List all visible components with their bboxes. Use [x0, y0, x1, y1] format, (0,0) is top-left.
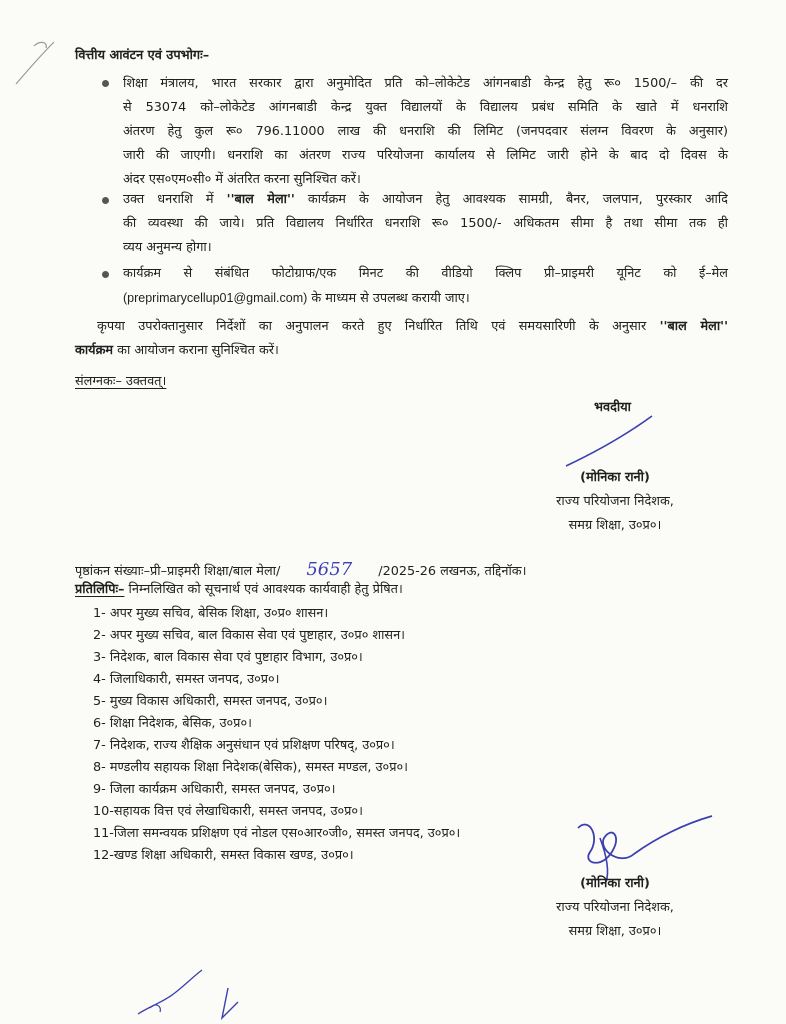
endorsement-prefix: पृष्ठांकन संख्याः–प्री–प्राइमरी शिक्षा/बाल मेला/: [75, 564, 281, 579]
bullet-marker: [102, 80, 109, 87]
instruction-paragraph: [75, 315, 728, 363]
copy-list-item: 6- शिक्षा निदेशक, बेसिक, उ०प्र०।: [93, 716, 252, 731]
signature-block-1: [520, 466, 710, 538]
para-line2: [75, 339, 728, 363]
bal-mela-bold: ''बाल मेला'': [226, 192, 295, 207]
signature-stroke-1: [560, 410, 660, 470]
text-run: का आयोजन कराना सुनिश्चित करें।: [113, 343, 279, 358]
bullet-2-line2: की व्यवस्था की जाये। प्रति विद्यालय निर्धारित धनराशि रू० 1500/- अधिकतम सीमा है तथा सीमा तक ही: [123, 216, 728, 231]
text-run: कार्यक्रम के आयोजन हेतु आवश्यक सामग्री, बैनर, जलपान, पुरस्कार आदि: [294, 192, 728, 207]
copy-list-item: 8- मण्डलीय सहायक शिक्षा निदेशक(बेसिक), समस्त मण्डल, उ०प्र०।: [93, 760, 408, 775]
copy-list-item: 5- मुख्य विकास अधिकारी, समस्त जनपद, उ०प्र०।: [93, 694, 328, 709]
bullet-2: [123, 188, 728, 260]
copy-intro: निम्नलिखित को सूचनार्थ एवं आवश्यक कार्यवाही हेतु प्रेषित।: [124, 582, 403, 597]
signatory-name: (मोनिका रानी): [580, 876, 650, 891]
signatory-org: समग्र शिक्षा, उ०प्र०।: [568, 924, 662, 939]
bullet-3: [123, 262, 728, 311]
bullet-1-line: शिक्षा मंत्रालय, भारत सरकार द्वारा अनुमोदित प्रति को–लोकेटेड आंगनबाडी केन्द्र हेतु रू० 1500/– की दर: [123, 76, 728, 91]
bullet-1-line: से 53074 को–लोकेटेड आंगनबाडी केन्द्र युक्त विद्यालयों के विद्यालय प्रबंध समिति के खाते में धनराशि: [123, 100, 728, 115]
bullet-1-line: अंतरण हेतु कुल रू० 796.11000 लाख की धनराशि की लिमिट (जनपदवार संलग्न विवरण के अनुसार): [123, 124, 728, 139]
email-address: (preprimarycellup01@gmail.com): [123, 291, 308, 305]
copy-list-item: 12-खण्ड शिक्षा अधिकारी, समस्त विकास खण्ड, उ०प्र०।: [93, 848, 354, 863]
text-run: उक्त धनराशि में: [123, 192, 227, 207]
section-heading: वित्तीय आवंटन एवं उपभोगः–: [75, 48, 210, 63]
bullet-1: [123, 72, 728, 192]
endorsement-suffix: /2025-26 लखनऊ, तद्दिनॉक।: [378, 564, 527, 579]
corner-mark-icon: [10, 30, 70, 90]
bullet-3-line1: कार्यक्रम से संबंधित फोटोग्राफ/एक मिनट की वीडियो क्लिप प्री–प्राइमरी यूनिट को ई–मेल: [123, 266, 728, 281]
bullet-marker: [102, 197, 109, 204]
copy-list-item: 9- जिला कार्यक्रम अधिकारी, समस्त जनपद, उ०प्र०।: [93, 782, 336, 797]
signatory-name: (मोनिका रानी): [580, 470, 650, 485]
copy-list-item: 7- निदेशक, राज्य शैक्षिक अनुसंधान एवं प्रशिक्षण परिषद्, उ०प्र०।: [93, 738, 395, 753]
copy-list-item: 4- जिलाधिकारी, समस्त जनपद, उ०प्र०।: [93, 672, 280, 687]
bullet-2-line3: व्यय अनुमन्य होगा।: [123, 240, 212, 255]
text-run: के माध्यम से उपलब्ध करायी जाए।: [307, 291, 470, 306]
signatory-org: समग्र शिक्षा, उ०प्र०।: [568, 518, 662, 533]
copy-heading: प्रतिलिपिः–: [75, 582, 125, 597]
copy-list-item: 1- अपर मुख्य सचिव, बेसिक शिक्षा, उ०प्र० शासन।: [93, 606, 329, 621]
signatory-designation: राज्य परियोजना निदेशक,: [556, 900, 674, 915]
copy-list-item: 3- निदेशक, बाल विकास सेवा एवं पुष्टाहार विभाग, उ०प्र०।: [93, 650, 363, 665]
bal-mela-bold: ''बाल मेला'': [659, 319, 728, 334]
text-run: कृपया उपरोक्तानुसार निर्देशों का अनुपालन करते हुए निर्धारित तिथि एवं समयसारिणी के अनुसार: [97, 319, 660, 334]
handwritten-number: 5657: [306, 559, 353, 580]
copy-list-item: 11-जिला समन्वयक प्रशिक्षण एवं नोडल एस०आर०जी०, समस्त जनपद, उ०प्र०।: [93, 826, 461, 841]
bullet-1-line: अंदर एस०एम०सी० में अंतरित करना सुनिश्चित करें।: [123, 172, 361, 187]
bullet-1-line: जारी की जाएगी। धनराशि का अंतरण राज्य परियोजना कार्यालय से लिमिट जारी होने के बाद दो दिवस के: [123, 148, 728, 163]
para-line1: [75, 315, 728, 339]
copy-list-item: 10-सहायक वित्त एवं लेखाधिकारी, समस्त जनपद, उ०प्र०।: [93, 804, 363, 819]
bullet-2-line1: [123, 188, 728, 212]
closing-bhavdiya: भवदीया: [594, 400, 631, 415]
enclosure-line: संलग्नकः– उक्तवत्।: [75, 374, 167, 389]
copy-to-line: [75, 578, 403, 602]
initials-scribble: [130, 962, 260, 1024]
signatory-designation: राज्य परियोजना निदेशक,: [556, 494, 674, 509]
signature-block-2: [520, 872, 710, 944]
bullet-marker: [102, 271, 109, 278]
copy-list-item: 2- अपर मुख्य सचिव, बाल विकास सेवा एवं पुष्टाहार, उ०प्र० शासन।: [93, 628, 406, 643]
karyakram-bold: कार्यक्रम: [75, 343, 114, 358]
bullet-3-line2: [123, 286, 728, 311]
